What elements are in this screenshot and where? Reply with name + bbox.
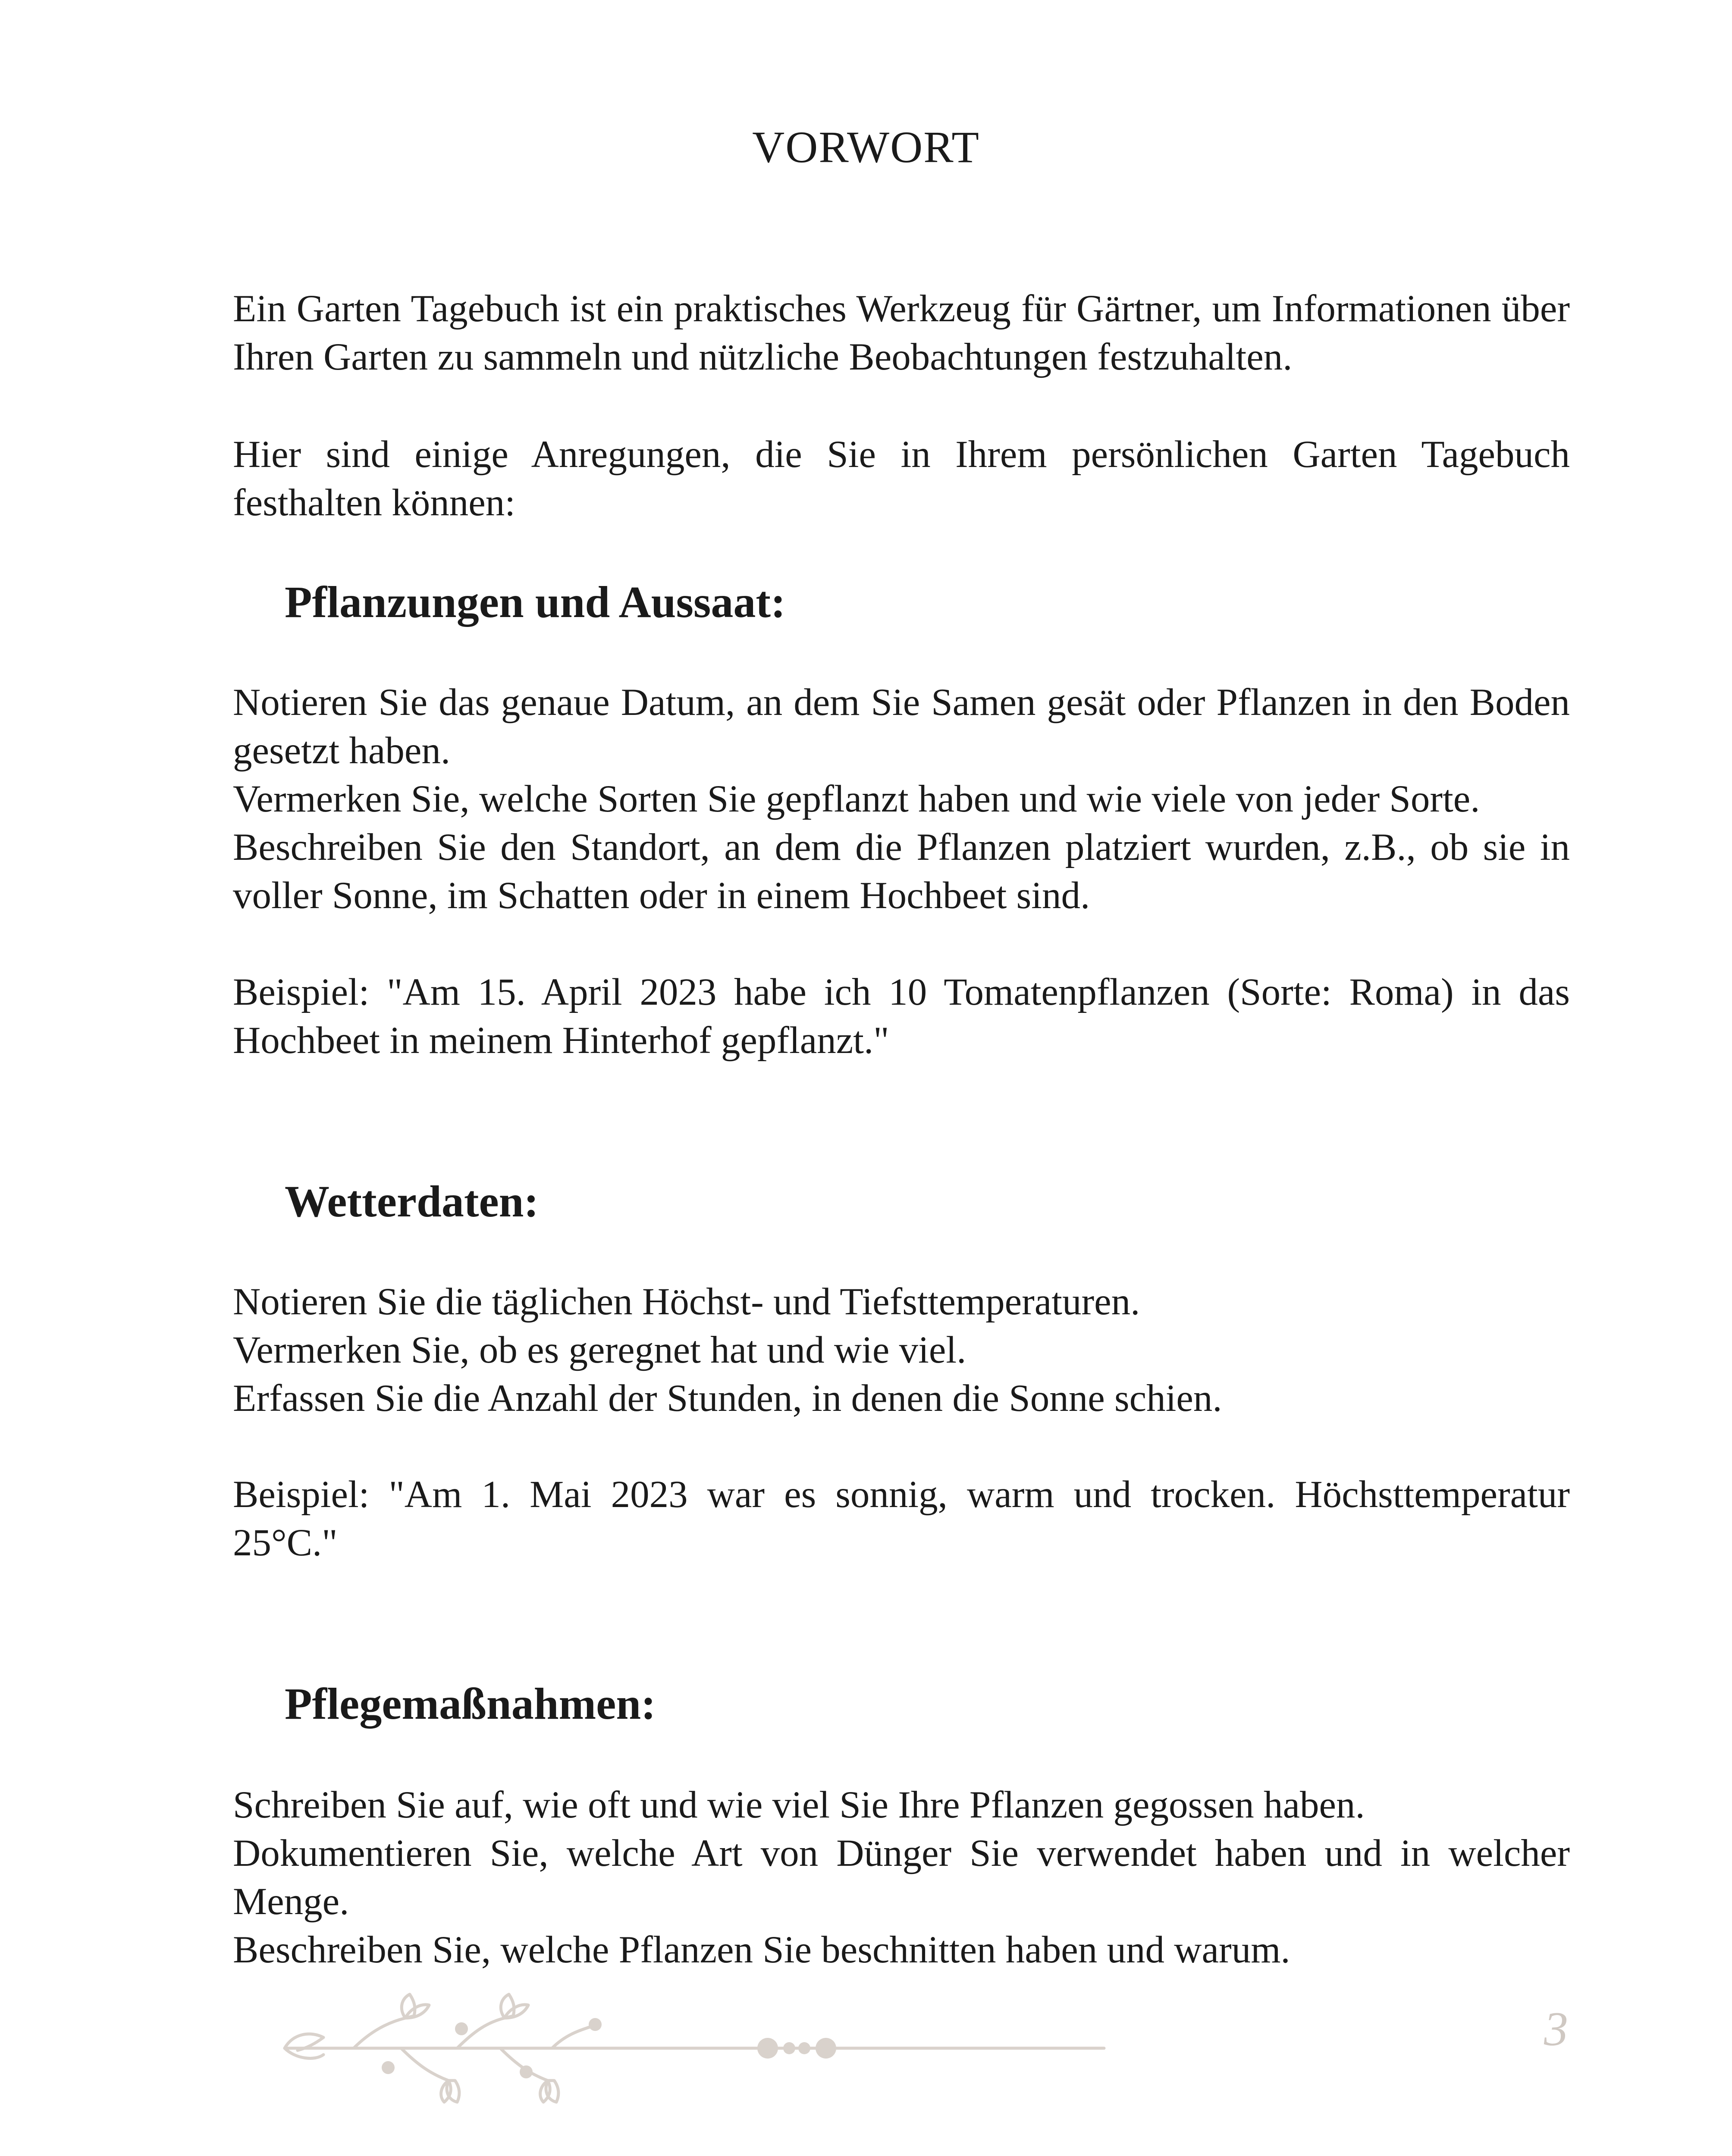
section-heading: Wetterdaten: xyxy=(285,1177,539,1226)
section-heading: Pflegemaßnahmen: xyxy=(285,1679,656,1729)
section-body xyxy=(233,678,1570,920)
body-line: Vermerken Sie, welche Sorten Sie gepflanzt haben und wie viele von jeder Sorte. xyxy=(233,778,1480,820)
floral-ornament-icon xyxy=(259,1984,1121,2113)
section-body xyxy=(233,1781,1570,1974)
section-heading: Pflanzungen und Aussaat: xyxy=(285,577,786,627)
section-body xyxy=(233,1278,1570,1423)
body-line: Schreiben Sie auf, wie oft und wie viel Sie Ihre Pflanzen gegossen haben. xyxy=(233,1784,1365,1826)
page-title: VORWORT xyxy=(752,122,980,172)
body-line: Beschreiben Sie den Standort, an dem die Pflanzen platziert wurden, z.B., ob sie in voller Sonne, im Schatten oder in einem Hochbeet sind. xyxy=(233,826,1570,917)
intro-paragraph: Hier sind einige Anregungen, die Sie in Ihrem persönlichen Garten Tagebuch festhalten können: xyxy=(233,433,1570,524)
page-number: 3 xyxy=(1544,2002,1568,2056)
example-text: Beispiel: "Am 1. Mai 2023 war es sonnig, warm und trocken. Höchsttemperatur 25°C." xyxy=(233,1473,1570,1564)
body-line: Dokumentieren Sie, welche Art von Dünger Sie verwendet haben und in welcher Menge. xyxy=(233,1832,1570,1923)
body-line: Vermerken Sie, ob es geregnet hat und wie viel. xyxy=(233,1329,966,1371)
body-line: Notieren Sie die täglichen Höchst- und Tiefsttemperaturen. xyxy=(233,1281,1140,1323)
body-line: Notieren Sie das genaue Datum, an dem Sie Samen gesät oder Pflanzen in den Boden gesetzt haben. xyxy=(233,681,1570,772)
example-text: Beispiel: "Am 15. April 2023 habe ich 10 Tomatenpflanzen (Sorte: Roma) in das Hochbeet in meinem Hinterhof gepflanzt." xyxy=(233,971,1570,1062)
body-line: Erfassen Sie die Anzahl der Stunden, in denen die Sonne schien. xyxy=(233,1377,1222,1420)
body-line: Beschreiben Sie, welche Pflanzen Sie beschnitten haben und warum. xyxy=(233,1929,1290,1971)
intro-paragraph: Ein Garten Tagebuch ist ein praktisches Werkzeug für Gärtner, um Informationen über Ihren Garten zu sammeln und nützliche Beobachtungen festzuhalten. xyxy=(233,288,1570,378)
